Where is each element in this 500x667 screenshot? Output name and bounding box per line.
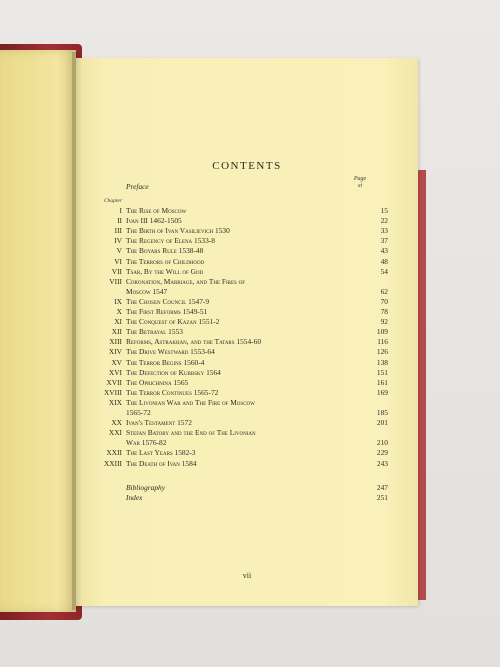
back-matter-page: 247 bbox=[376, 482, 388, 492]
chapter-number: XII bbox=[111, 327, 122, 337]
chapter-number: IV bbox=[114, 236, 122, 246]
chapter-number: IX bbox=[114, 296, 122, 306]
chapter-page: 185 bbox=[376, 408, 388, 417]
chapter-title: The Death of Ivan 1584 bbox=[126, 458, 197, 468]
page-column-header bbox=[340, 176, 380, 190]
chapter-column-header: Chapter bbox=[103, 198, 122, 204]
chapter-page: 15 bbox=[380, 206, 388, 215]
preface-title: Preface bbox=[126, 182, 149, 191]
chapter-page: 109 bbox=[376, 327, 388, 337]
chapter-title: The Oprichnina 1565 bbox=[126, 377, 189, 387]
chapter-title: The Betrayal 1553 bbox=[126, 327, 183, 337]
chapter-page: 92 bbox=[380, 317, 388, 327]
chapter-page: 210 bbox=[376, 438, 388, 448]
chapter-page: 169 bbox=[376, 387, 388, 397]
chapter-number: XVII bbox=[106, 377, 122, 387]
chapter-title: The Terrors of Childhood bbox=[126, 256, 205, 266]
chapter-number: II bbox=[117, 216, 122, 226]
chapter-number: VII bbox=[111, 266, 122, 276]
chapter-page: 138 bbox=[376, 357, 388, 367]
chapter-title: The Drive Westward 1553-64 bbox=[126, 347, 215, 357]
chapter-page: 54 bbox=[380, 266, 388, 276]
chapter-number: XIV bbox=[108, 347, 122, 357]
page-folio: vii bbox=[242, 571, 252, 580]
back-matter-page: 251 bbox=[376, 492, 388, 502]
chapter-title: The Livonian War and The Fire of Moscow bbox=[126, 397, 255, 407]
chapter-page: 229 bbox=[376, 448, 388, 458]
chapter-title: Ivan III 1462-1505 bbox=[126, 216, 182, 226]
chapter-page: 126 bbox=[376, 347, 388, 357]
chapter-page: 33 bbox=[380, 226, 388, 236]
chapter-title: Tsar, By the Will of God bbox=[126, 266, 204, 276]
chapter-number: XVIII bbox=[103, 387, 122, 397]
chapter-title: The Rise of Moscow bbox=[126, 206, 187, 215]
chapter-title: Ivan's Testament 1572 bbox=[126, 418, 192, 428]
chapter-number: XX bbox=[111, 418, 122, 428]
chapter-title-continued: War 1576-82 bbox=[126, 438, 167, 448]
chapter-number: XIII bbox=[109, 337, 122, 347]
page-column-label: Page bbox=[353, 176, 367, 182]
chapter-number: VIII bbox=[109, 276, 122, 286]
contents-heading: CONTENTS bbox=[212, 160, 282, 172]
chapter-title: Reforms, Astrakhan, and the Tatars 1554-60 bbox=[126, 337, 262, 347]
book-gutter bbox=[72, 52, 82, 610]
preface-page: xi bbox=[357, 183, 363, 189]
chapter-title: The Boyars Rule 1538-48 bbox=[126, 246, 204, 256]
chapter-title: The Terror Continues 1565-72 bbox=[126, 387, 219, 397]
chapter-page: 243 bbox=[376, 458, 388, 468]
chapter-title-continued: 1565-72 bbox=[126, 408, 151, 417]
chapter-title: The Conquest of Kazan 1551-2 bbox=[126, 317, 220, 327]
chapter-page: 62 bbox=[380, 286, 388, 296]
chapter-page: 161 bbox=[376, 377, 388, 387]
chapter-title: Stefan Batory and the End of The Livonian bbox=[126, 428, 256, 438]
back-matter-title: Bibliography bbox=[126, 482, 166, 492]
chapter-page: 22 bbox=[380, 216, 388, 226]
chapter-number: XIX bbox=[108, 397, 122, 407]
chapter-title: The Terror Begins 1560-4 bbox=[126, 357, 205, 367]
chapter-number: XXII bbox=[106, 448, 122, 458]
chapter-number: XXIII bbox=[103, 458, 122, 468]
chapter-number: VI bbox=[114, 256, 122, 266]
chapter-page: 70 bbox=[380, 296, 388, 306]
chapter-page: 43 bbox=[380, 246, 388, 256]
chapter-title: Coronation, Marriage, and The Fires of bbox=[126, 276, 246, 286]
chapter-number: XXI bbox=[108, 428, 122, 438]
chapter-page: 37 bbox=[380, 236, 388, 246]
chapter-number: X bbox=[116, 307, 122, 316]
chapter-title: The Defection of Kurbsky 1564 bbox=[126, 367, 221, 377]
chapter-title: The Regency of Elena 1533-8 bbox=[126, 236, 215, 246]
chapter-page: 78 bbox=[380, 307, 388, 316]
chapter-page: 116 bbox=[377, 337, 388, 347]
chapter-page: 201 bbox=[376, 418, 388, 428]
chapter-number: XV bbox=[111, 357, 122, 367]
chapter-title: The Chosen Council 1547-9 bbox=[126, 296, 210, 306]
chapter-number: III bbox=[114, 226, 122, 236]
chapter-page: 48 bbox=[380, 256, 388, 266]
back-matter-title: Index bbox=[126, 492, 143, 502]
chapter-number: XVI bbox=[108, 367, 122, 377]
chapter-title: The Last Years 1582-3 bbox=[126, 448, 196, 458]
chapter-number: V bbox=[116, 246, 122, 256]
chapter-number: XI bbox=[114, 317, 122, 327]
chapter-title: The First Reforms 1549-51 bbox=[126, 307, 208, 316]
chapter-title: The Birth of Ivan Vasilievich 1530 bbox=[126, 226, 230, 236]
chapter-page: 151 bbox=[376, 367, 388, 377]
chapter-number: I bbox=[119, 206, 122, 215]
chapter-title-continued: Moscow 1547 bbox=[126, 286, 168, 296]
left-page bbox=[0, 50, 76, 612]
